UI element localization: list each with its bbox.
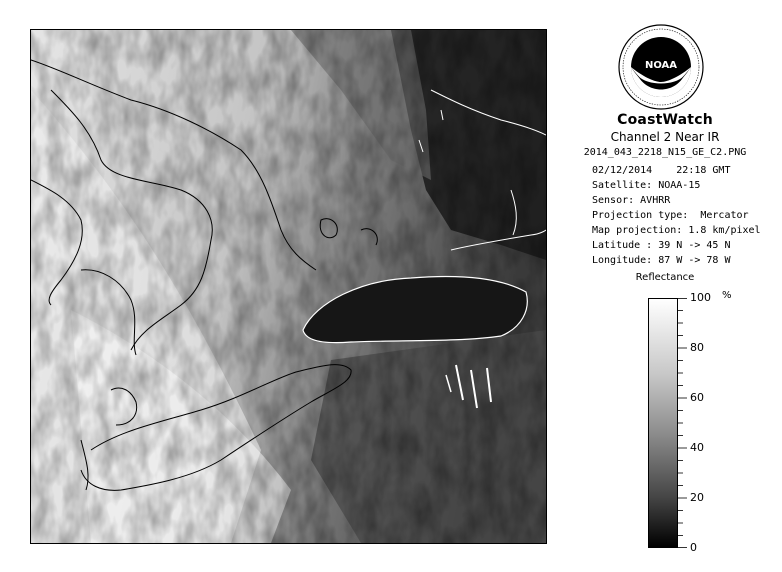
meta-datetime: 02/12/2014 22:18 GMT: [592, 165, 731, 176]
colorbar-tick-label: 60: [690, 391, 704, 404]
noaa-seal-icon: [618, 24, 704, 110]
metadata-list: [592, 163, 761, 268]
meta-projection-type: Projection type: Mercator: [592, 210, 749, 221]
product-title: CoastWatch: [617, 112, 713, 128]
logo-text: NOAA: [644, 60, 678, 71]
colorbar-tick-label: 100: [690, 291, 711, 304]
colorbar-tick-label: 0: [690, 541, 697, 554]
colorbar-tick-label: 80: [690, 341, 704, 354]
reflectance-colorbar: [648, 298, 678, 548]
satellite-map: [30, 29, 547, 544]
meta-satellite: Satellite: NOAA-15: [592, 180, 701, 191]
file-name: 2014_043_2218_N15_GE_C2.PNG: [583, 147, 747, 158]
colorbar-ticks: [678, 298, 688, 548]
meta-longitude: Longitude: 87 W -> 78 W: [592, 255, 731, 266]
meta-map-projection: Map projection: 1.8 km/pixel: [592, 225, 761, 236]
colorbar-unit: %: [722, 290, 732, 301]
colorbar-title: Reflectance: [635, 272, 695, 283]
colorbar-tick-label: 40: [690, 441, 704, 454]
meta-latitude: Latitude : 39 N -> 45 N: [592, 240, 731, 251]
colorbar-tick-label: 20: [690, 491, 704, 504]
channel-label: Channel 2 Near IR: [610, 130, 720, 144]
meta-sensor: Sensor: AVHRR: [592, 195, 671, 206]
